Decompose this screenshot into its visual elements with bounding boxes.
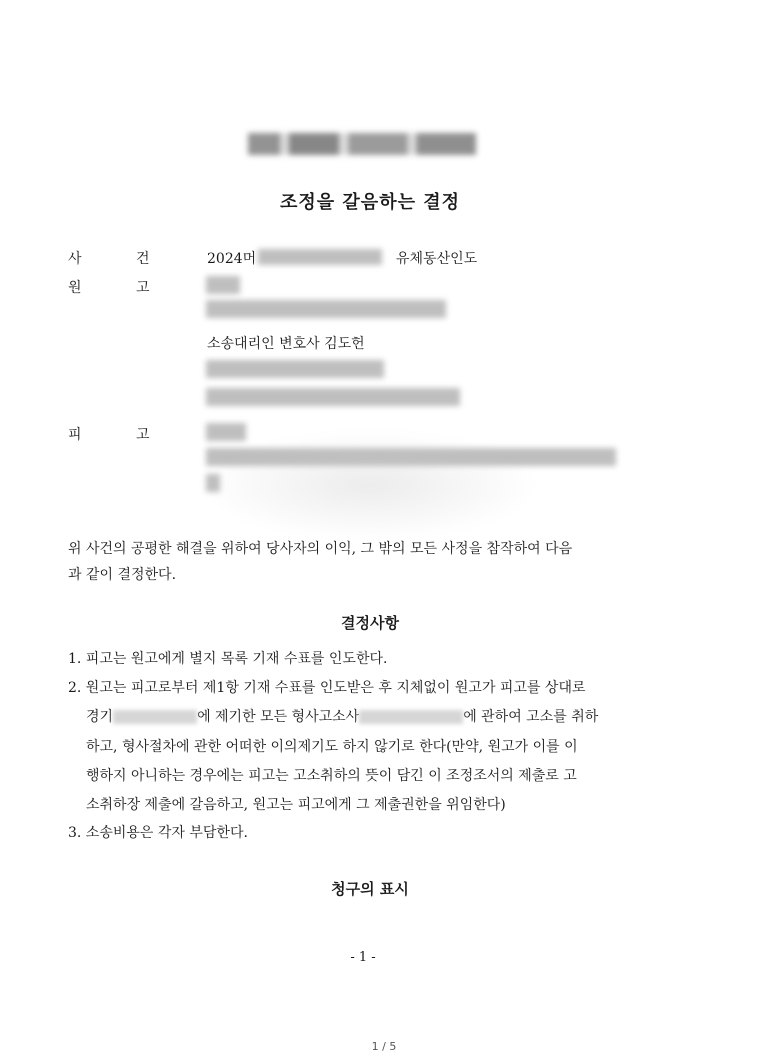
defendant-label-1: 피: [68, 427, 82, 443]
redacted-plaintiff-address: [206, 300, 446, 318]
decision-item-1: 1. 피고는 원고에게 별지 목록 기재 수표를 인도한다.: [68, 651, 388, 667]
decision-item-2-line-4: 행하지 아니하는 경우에는 피고는 고소취하의 뜻이 담긴 이 조정조서의 제출로 고: [86, 768, 577, 784]
faded-watermark: [200, 430, 540, 540]
item-2-withdraw-text: 에 관하여 고소를 취하: [463, 709, 599, 725]
plaintiff-label-2: 고: [136, 280, 150, 296]
decision-heading: 결정사항: [341, 614, 399, 632]
defendant-label-2: 고: [136, 427, 150, 443]
decision-item-2-line-3: 하고, 형사절차에 관한 어떠한 이의제기도 하지 않기로 한다(만약, 원고가 이를 이: [86, 739, 578, 755]
plaintiff-label-1: 원: [68, 280, 82, 296]
counsel-line: 소송대리인 변호사 김도헌: [207, 336, 365, 352]
redacted-counsel-office: [206, 360, 384, 378]
document-title: 조정을 갈음하는 결정: [279, 192, 461, 213]
viewer-page-indicator: 1 / 5: [371, 1040, 397, 1053]
redacted-case-ref: [359, 710, 463, 724]
document-page-number: - 1 -: [350, 950, 376, 965]
case-number-prefix: 2024머: [207, 251, 257, 267]
redacted-counsel-address: [206, 388, 460, 406]
intro-line-2: 과 같이 결정한다.: [68, 567, 177, 583]
case-label-1: 사: [68, 251, 82, 267]
decision-item-3: 3. 소송비용은 각자 부담한다.: [68, 825, 248, 841]
decision-item-2-line-5: 소취하장 제출에 갈음하고, 원고는 피고에게 그 제출권한을 위임한다): [86, 797, 506, 813]
decision-item-2-line-2: [86, 706, 598, 726]
claim-heading: 청구의 표시: [331, 880, 409, 898]
case-name: 유체동산인도: [396, 251, 478, 267]
redacted-court-name: [248, 133, 476, 155]
case-label-2: 건: [136, 251, 150, 267]
intro-line-1: 위 사건의 공평한 해결을 위하여 당사자의 이익, 그 밖의 모든 사정을 참작하여 다음: [68, 541, 573, 557]
item-2-filed-text: 에 제기한 모든 형사고소사: [197, 709, 360, 725]
redacted-case-number: [258, 249, 382, 265]
redacted-court-branch: [113, 710, 197, 724]
redacted-plaintiff-name: [206, 276, 240, 294]
decision-item-2-line-1: 2. 원고는 피고로부터 제1항 기재 수표를 인도받은 후 지체없이 원고가 피고를 상대로: [68, 680, 586, 696]
court-name-start: 경기: [86, 709, 114, 725]
